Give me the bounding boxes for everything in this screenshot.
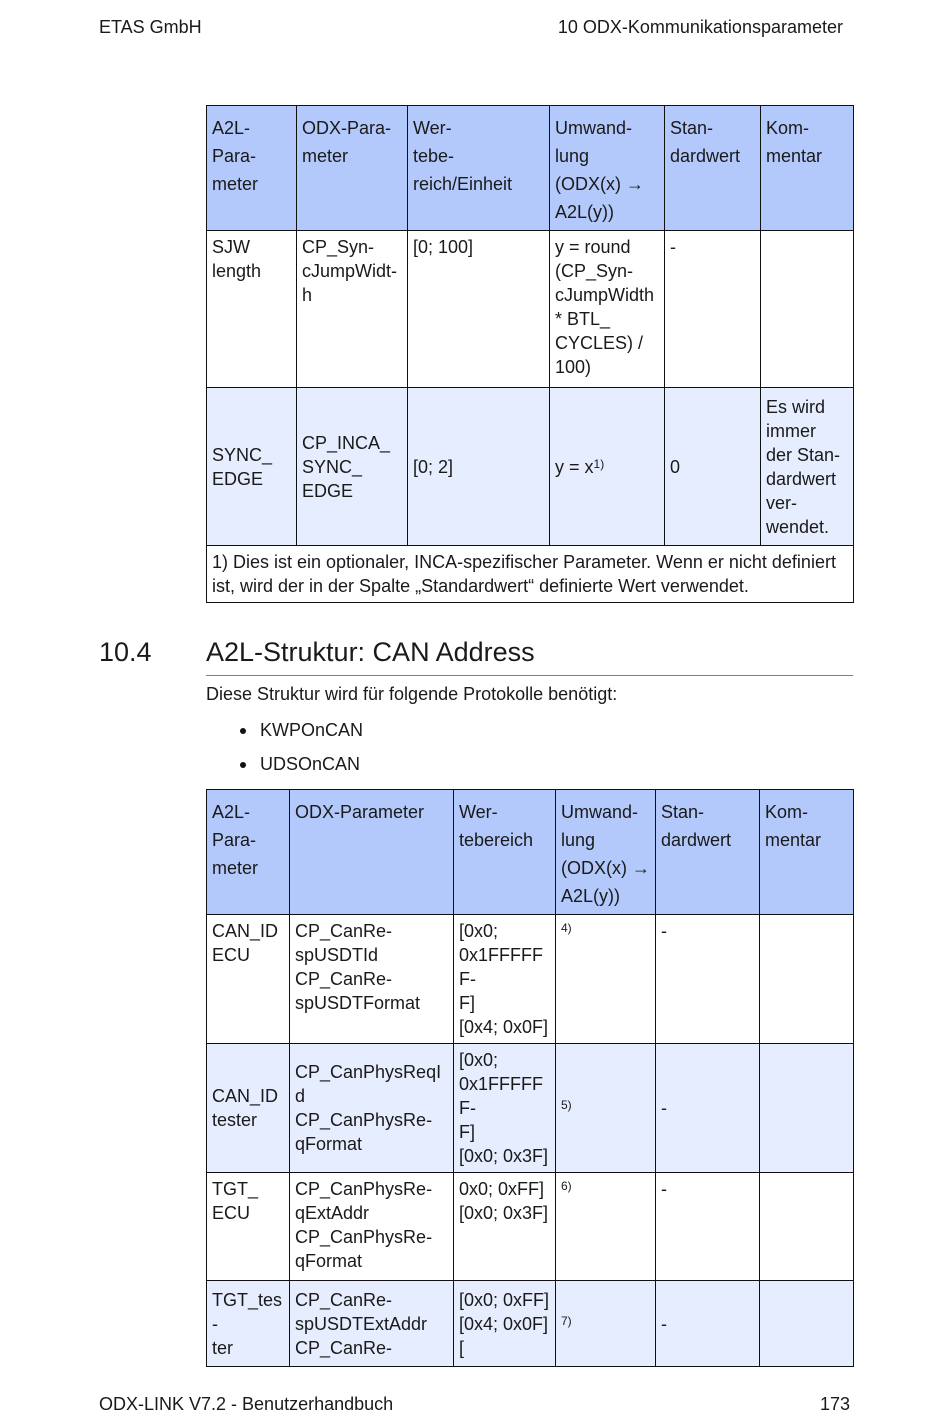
cell-a2l: SYNC_ EDGE	[207, 388, 297, 546]
col-comment: Kom- mentar	[761, 106, 854, 231]
conversion-text: y = x	[555, 456, 594, 477]
cell-comment: Es wird immer der Stan- dardwert ver- wendet.	[761, 388, 854, 546]
table-row	[207, 1173, 854, 1281]
bullet-icon	[240, 762, 246, 768]
footnote-ref: 7)	[561, 1313, 572, 1328]
table-header-row	[207, 106, 854, 231]
cell-default: -	[656, 915, 760, 1044]
cell-default: -	[656, 1281, 760, 1367]
header-company: ETAS GmbH	[99, 17, 202, 37]
cell-default: -	[665, 231, 761, 388]
cell-odx: CP_Syn- cJumpWidt- h	[297, 231, 408, 388]
parameter-table-1	[206, 105, 854, 603]
col-a2l-parameter: A2L-Para- meter	[207, 106, 297, 231]
cell-conversion	[556, 1281, 656, 1367]
cell-a2l: CAN_ID tester	[207, 1044, 290, 1173]
table-row	[207, 1281, 854, 1367]
table-footnote-row	[207, 546, 854, 603]
cell-range: [0; 100]	[408, 231, 550, 388]
cell-range: [0x0; 0xFF] [0x4; 0x0F][	[454, 1281, 556, 1367]
col-odx-parameter: ODX-Parameter	[290, 790, 454, 915]
cell-a2l: TGT_tes- ter	[207, 1281, 290, 1367]
cell-comment	[760, 915, 854, 1044]
list-item-label: KWPOnCAN	[260, 720, 364, 740]
table-header-row	[207, 790, 854, 915]
table-row	[207, 915, 854, 1044]
header-chapter: 10 ODX-Kommunikationsparameter	[557, 17, 843, 37]
col-default-value: Stan- dardwert	[665, 106, 761, 231]
cell-range: [0x0; 0x1FFFFFF- F] [0x4; 0x0F]	[454, 915, 556, 1044]
section-title: A2L-Struktur: CAN Address	[206, 637, 535, 667]
footnote-ref: 1)	[593, 456, 605, 471]
cell-odx: CP_CanPhysRe- qExtAddr CP_CanPhysRe- qFormat	[290, 1173, 454, 1281]
col-a2l-parameter: A2L- Para- meter	[207, 790, 290, 915]
cell-a2l: SJW length	[207, 231, 297, 388]
cell-odx: CP_INCA_ SYNC_ EDGE	[297, 388, 408, 546]
cell-range: [0; 2]	[408, 388, 550, 546]
list-item	[206, 750, 363, 784]
cell-conversion	[556, 1173, 656, 1281]
col-default-value: Stan- dardwert	[656, 790, 760, 915]
page-number: 173	[819, 1394, 850, 1414]
cell-comment	[760, 1173, 854, 1281]
protocol-list	[206, 716, 363, 784]
parameter-table-2	[206, 789, 854, 1367]
col-conversion: Umwand- lung (ODX(x) → A2L(y))	[556, 790, 656, 915]
list-item	[206, 716, 363, 750]
cell-a2l: TGT_ ECU	[207, 1173, 290, 1281]
cell-odx: CP_CanRe- spUSDTId CP_CanRe- spUSDTFormat	[290, 915, 454, 1044]
col-odx-parameter: ODX-Para- meter	[297, 106, 408, 231]
cell-range: [0x0; 0x1FFFFFF- F] [0x0; 0x3F]	[454, 1044, 556, 1173]
table-row	[207, 388, 854, 546]
cell-default: -	[656, 1044, 760, 1173]
section-number: 10.4	[99, 637, 152, 667]
col-comment: Kom- mentar	[760, 790, 854, 915]
cell-range: 0x0; 0xFF] [0x0; 0x3F]	[454, 1173, 556, 1281]
footnote-ref: 5)	[561, 1098, 572, 1112]
col-value-range: Wer- tebe- reich/Einheit	[408, 106, 550, 231]
table-row	[207, 1044, 854, 1173]
cell-default: -	[656, 1173, 760, 1281]
cell-default: 0	[665, 388, 761, 546]
list-item-label: UDSOnCAN	[260, 754, 361, 774]
cell-conversion	[550, 388, 665, 546]
footnote-ref: 4)	[561, 921, 572, 935]
cell-comment	[760, 1281, 854, 1367]
section-intro: Diese Struktur wird für folgende Protokolle benötigt:	[206, 684, 618, 704]
col-value-range: Wer- tebereich	[454, 790, 556, 915]
col-conversion: Umwand- lung (ODX(x) → A2L(y))	[550, 106, 665, 231]
section-divider	[206, 675, 853, 676]
bullet-icon	[240, 728, 246, 734]
footnote-ref: 6)	[561, 1179, 572, 1193]
footer-manual-title: ODX-LINK V7.2 - Benutzerhandbuch	[99, 1394, 394, 1414]
cell-conversion	[556, 915, 656, 1044]
cell-conversion: y = round (CP_Syn- cJumpWidth * BTL_ CYCLES) / 100)	[550, 231, 665, 388]
cell-odx: CP_CanRe- spUSDTExtAddr CP_CanRe-	[290, 1281, 454, 1367]
cell-comment	[761, 231, 854, 388]
footnote-text: 1) Dies ist ein optionaler, INCA-spezifischer Parameter. Wenn er nicht definiert ist, wird der in der Spalte „Standardwert“ definierte Wert verwendet.	[207, 546, 854, 603]
cell-a2l: CAN_ID ECU	[207, 915, 290, 1044]
table-row	[207, 231, 854, 388]
cell-odx: CP_CanPhysReqId CP_CanPhysRe- qFormat	[290, 1044, 454, 1173]
cell-comment	[760, 1044, 854, 1173]
cell-conversion	[556, 1044, 656, 1173]
